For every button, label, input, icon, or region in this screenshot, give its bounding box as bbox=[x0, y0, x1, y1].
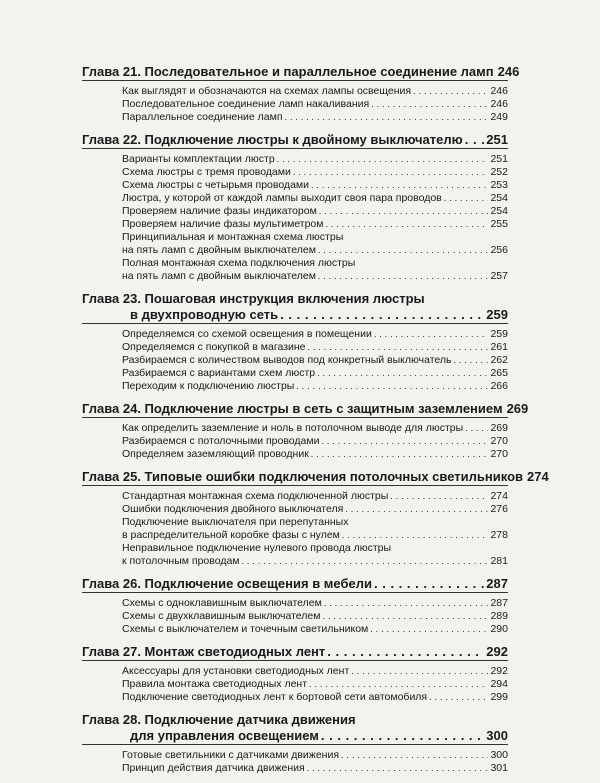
chapter-page-number: 251 bbox=[486, 132, 508, 147]
chapter-heading bbox=[82, 644, 508, 661]
item-page-number: 270 bbox=[490, 435, 508, 447]
item-title: Как определить заземление и ноль в потолочном выводе для люстры bbox=[122, 422, 464, 434]
dot-leader bbox=[370, 623, 488, 636]
item-title: Как выглядят и обозначаются на схемах лампы освещения bbox=[122, 85, 412, 97]
section-list bbox=[82, 153, 508, 283]
chapter-page-number: 300 bbox=[486, 728, 508, 743]
item-row bbox=[122, 490, 508, 503]
item-page-number: 261 bbox=[490, 341, 508, 353]
item-page-number: 246 bbox=[490, 85, 508, 97]
chapter-title-line bbox=[82, 712, 508, 728]
list-item bbox=[122, 691, 508, 704]
list-item bbox=[122, 205, 508, 218]
item-page-number: 274 bbox=[490, 490, 508, 502]
item-page-number: 246 bbox=[490, 98, 508, 110]
item-row bbox=[122, 98, 508, 111]
chapter-page-number: 287 bbox=[486, 576, 508, 591]
section-list bbox=[82, 749, 508, 775]
item-title-line: Полная монтажная схема подключения люстры bbox=[122, 257, 356, 269]
chapter-title: Глава 22. Подключение люстры к двойному выключателю bbox=[82, 132, 463, 147]
chapter-heading bbox=[82, 291, 508, 324]
chapter-page-number: 274 bbox=[527, 469, 549, 484]
chapter-heading bbox=[82, 576, 508, 593]
dot-leader bbox=[444, 192, 489, 205]
item-page-number: 254 bbox=[490, 192, 508, 204]
item-row bbox=[122, 192, 508, 205]
list-item bbox=[122, 231, 508, 257]
item-row bbox=[122, 85, 508, 98]
list-item bbox=[122, 98, 508, 111]
list-item bbox=[122, 380, 508, 393]
chapter-heading bbox=[82, 64, 520, 81]
item-title: на пять ламп с двойным выключателем bbox=[122, 270, 316, 282]
list-item bbox=[122, 542, 508, 568]
dot-leader bbox=[319, 205, 489, 218]
chapter-title-continued: в двухпроводную сеть bbox=[130, 307, 279, 322]
dot-leader bbox=[277, 153, 489, 166]
list-item bbox=[122, 448, 508, 461]
chapter-page-number: 292 bbox=[486, 644, 508, 659]
chapter-heading bbox=[82, 469, 549, 486]
chapter-page-number: 259 bbox=[486, 307, 508, 322]
item-row bbox=[122, 555, 508, 568]
dot-leader bbox=[311, 448, 489, 461]
section-list bbox=[82, 85, 508, 124]
item-row bbox=[122, 448, 508, 461]
list-item bbox=[122, 111, 508, 124]
chapter-section bbox=[82, 469, 549, 568]
dot-leader bbox=[429, 691, 488, 704]
item-title: Стандартная монтажная схема подключенной люстры bbox=[122, 490, 389, 502]
item-title-line: Принципиальная и монтажная схема люстры bbox=[122, 231, 344, 243]
item-page-number: 262 bbox=[490, 354, 508, 366]
item-row bbox=[122, 179, 508, 192]
list-item bbox=[122, 610, 508, 623]
item-page-number: 269 bbox=[490, 422, 508, 434]
dot-leader bbox=[318, 244, 489, 257]
item-title: Определяем заземляющий проводник bbox=[122, 448, 309, 460]
item-title: Определяемся со схемой освещения в помещении bbox=[122, 328, 372, 340]
item-title: Ошибки подключения двойного выключателя bbox=[122, 503, 344, 515]
item-page-number: 292 bbox=[490, 665, 508, 677]
dot-leader bbox=[454, 354, 489, 367]
chapter-title-line bbox=[82, 644, 508, 660]
dot-leader bbox=[327, 644, 484, 660]
section-list bbox=[82, 490, 508, 568]
item-title: Схемы с выключателем и точечным светильником bbox=[122, 623, 369, 635]
item-page-number: 270 bbox=[490, 448, 508, 460]
chapter-title: Глава 26. Подключение освещения в мебели bbox=[82, 576, 372, 591]
item-page-number: 301 bbox=[490, 762, 508, 774]
chapter-title-continued: для управления освещением bbox=[130, 728, 319, 743]
item-title: Схемы с одноклавишным выключателем bbox=[122, 597, 322, 609]
chapter-title: Глава 25. Типовые ошибки подключения потолочных светильников bbox=[82, 469, 524, 484]
list-item bbox=[122, 341, 508, 354]
chapter-section bbox=[82, 132, 508, 283]
item-page-number: 300 bbox=[490, 749, 508, 761]
chapter-title-line bbox=[82, 401, 529, 417]
list-item bbox=[122, 503, 508, 516]
item-row bbox=[122, 380, 508, 393]
chapter-heading bbox=[82, 712, 508, 745]
item-title: на пять ламп с двойным выключателем bbox=[122, 244, 316, 256]
item-page-number: 266 bbox=[490, 380, 508, 392]
dot-leader bbox=[280, 307, 484, 323]
item-row bbox=[122, 205, 508, 218]
list-item bbox=[122, 762, 508, 775]
item-page-number: 278 bbox=[490, 529, 508, 541]
item-row bbox=[122, 665, 508, 678]
list-item bbox=[122, 678, 508, 691]
dot-leader bbox=[465, 132, 485, 148]
dot-leader bbox=[341, 749, 488, 762]
list-item bbox=[122, 179, 508, 192]
chapter-section bbox=[82, 64, 520, 124]
dot-leader bbox=[285, 111, 489, 124]
chapter-heading bbox=[82, 132, 508, 149]
dot-leader bbox=[309, 678, 488, 691]
chapter-title: Глава 24. Подключение люстры в сеть с защитным заземлением bbox=[82, 401, 503, 416]
item-page-number: 253 bbox=[490, 179, 508, 191]
chapter-section bbox=[82, 644, 508, 704]
list-item bbox=[122, 328, 508, 341]
dot-leader bbox=[390, 490, 488, 503]
item-title: Последовательное соединение ламп накаливания bbox=[122, 98, 370, 110]
list-item bbox=[122, 490, 508, 503]
dot-leader bbox=[326, 218, 489, 231]
section-list bbox=[82, 422, 508, 461]
item-title: Люстра, у которой от каждой лампы выходит своя пара проводов bbox=[122, 192, 442, 204]
dot-leader bbox=[351, 665, 488, 678]
item-page-number: 259 bbox=[490, 328, 508, 340]
item-title: Схема люстры с четырьмя проводами bbox=[122, 179, 309, 191]
item-page-number: 281 bbox=[490, 555, 508, 567]
chapter-section bbox=[82, 291, 508, 393]
item-row bbox=[122, 354, 508, 367]
item-row bbox=[122, 111, 508, 124]
item-row bbox=[122, 762, 508, 775]
item-row bbox=[122, 244, 508, 257]
list-item bbox=[122, 257, 508, 283]
item-title: в распределительной коробке фазы с нулем bbox=[122, 529, 340, 541]
item-row bbox=[122, 678, 508, 691]
item-row bbox=[122, 218, 508, 231]
dot-leader bbox=[342, 529, 489, 542]
list-item bbox=[122, 354, 508, 367]
dot-leader bbox=[345, 503, 488, 516]
chapter-title-line bbox=[82, 291, 508, 307]
item-page-number: 290 bbox=[490, 623, 508, 635]
dot-leader bbox=[324, 597, 489, 610]
item-page-number: 249 bbox=[490, 111, 508, 123]
item-row bbox=[122, 341, 508, 354]
section-list bbox=[82, 665, 508, 704]
section-list bbox=[82, 597, 508, 636]
section-list bbox=[82, 328, 508, 393]
item-title: Схема люстры с тремя проводами bbox=[122, 166, 291, 178]
item-row bbox=[122, 166, 508, 179]
dot-leader bbox=[318, 270, 489, 283]
chapter-title-line bbox=[82, 728, 508, 744]
item-title: Переходим к подключению люстры bbox=[122, 380, 295, 392]
chapter-page-number: 269 bbox=[506, 401, 529, 416]
dot-leader bbox=[293, 166, 489, 179]
item-row bbox=[122, 153, 508, 166]
list-item bbox=[122, 749, 508, 762]
list-item bbox=[122, 597, 508, 610]
item-row bbox=[122, 503, 508, 516]
item-title: Принцип действия датчика движения bbox=[122, 762, 305, 774]
item-page-number: 294 bbox=[490, 678, 508, 690]
list-item bbox=[122, 218, 508, 231]
list-item bbox=[122, 192, 508, 205]
item-page-number: 299 bbox=[490, 691, 508, 703]
chapter-title-line bbox=[82, 307, 508, 323]
chapter-section bbox=[82, 576, 508, 636]
item-row bbox=[122, 529, 508, 542]
item-title: Параллельное соединение ламп bbox=[122, 111, 283, 123]
list-item bbox=[122, 367, 508, 380]
item-title-line: Подключение выключателя при перепутанных bbox=[122, 516, 349, 528]
item-title: Правила монтажа светодиодных лент bbox=[122, 678, 308, 690]
chapter-page-number: 246 bbox=[497, 64, 520, 79]
item-page-number: 252 bbox=[490, 166, 508, 178]
item-title: Проверяем наличие фазы индикатором bbox=[122, 205, 317, 217]
item-row bbox=[122, 623, 508, 636]
item-page-number: 287 bbox=[490, 597, 508, 609]
item-title: к потолочным проводам bbox=[122, 555, 240, 567]
item-page-number: 276 bbox=[490, 503, 508, 515]
chapter-section bbox=[82, 712, 508, 775]
item-title: Аксессуары для установки светодиодных лент bbox=[122, 665, 350, 677]
list-item bbox=[122, 85, 508, 98]
chapter-title: Глава 28. Подключение датчика движения bbox=[82, 712, 356, 727]
item-row bbox=[122, 328, 508, 341]
item-title: Разбираемся с потолочными проводами bbox=[122, 435, 320, 447]
item-row bbox=[122, 597, 508, 610]
item-row bbox=[122, 749, 508, 762]
dot-leader bbox=[413, 85, 488, 98]
chapter-heading bbox=[82, 401, 529, 418]
item-row bbox=[122, 435, 508, 448]
dot-leader bbox=[311, 179, 488, 192]
list-item bbox=[122, 665, 508, 678]
chapter-title: Глава 27. Монтаж светодиодных лент bbox=[82, 644, 326, 659]
chapter-title-line bbox=[82, 576, 508, 592]
item-row bbox=[122, 422, 508, 435]
dot-leader bbox=[374, 576, 484, 592]
table-of-contents bbox=[82, 64, 549, 783]
chapter-title: Глава 23. Пошаговая инструкция включения люстры bbox=[82, 291, 425, 306]
list-item bbox=[122, 422, 508, 435]
dot-leader bbox=[371, 98, 488, 111]
chapter-title-line bbox=[82, 132, 508, 148]
item-page-number: 254 bbox=[490, 205, 508, 217]
dot-leader bbox=[321, 435, 488, 448]
item-title: Схемы с двухклавишным выключателем bbox=[122, 610, 321, 622]
item-title: Варианты комплектации люстр bbox=[122, 153, 275, 165]
item-title-line: Неправильное подключение нулевого провода люстры bbox=[122, 542, 392, 554]
item-row bbox=[122, 270, 508, 283]
list-item bbox=[122, 516, 508, 542]
item-page-number: 256 bbox=[490, 244, 508, 256]
dot-leader bbox=[321, 728, 484, 744]
dot-leader bbox=[374, 328, 489, 341]
item-title: Проверяем наличие фазы мультиметром bbox=[122, 218, 324, 230]
dot-leader bbox=[465, 422, 488, 435]
list-item bbox=[122, 623, 508, 636]
item-row bbox=[122, 367, 508, 380]
item-title: Определяемся с покупкой в магазине bbox=[122, 341, 306, 353]
item-page-number: 265 bbox=[490, 367, 508, 379]
dot-leader bbox=[296, 380, 488, 393]
chapter-section bbox=[82, 401, 529, 461]
item-title: Подключение светодиодных лент к бортовой сети автомобиля bbox=[122, 691, 428, 703]
item-page-number: 251 bbox=[490, 153, 508, 165]
list-item bbox=[122, 153, 508, 166]
list-item bbox=[122, 166, 508, 179]
dot-leader bbox=[308, 341, 489, 354]
chapter-title-line bbox=[82, 469, 549, 485]
list-item bbox=[122, 435, 508, 448]
item-page-number: 255 bbox=[490, 218, 508, 230]
item-row bbox=[122, 610, 508, 623]
dot-leader bbox=[317, 367, 488, 380]
chapter-title-line bbox=[82, 64, 520, 80]
item-row bbox=[122, 691, 508, 704]
dot-leader bbox=[307, 762, 489, 775]
item-title: Разбираемся с вариантами схем люстр bbox=[122, 367, 316, 379]
dot-leader bbox=[322, 610, 488, 623]
item-page-number: 257 bbox=[490, 270, 508, 282]
item-title: Готовые светильники с датчиками движения bbox=[122, 749, 340, 761]
item-title: Разбираемся с количеством выводов под конкретный выключатель bbox=[122, 354, 452, 366]
dot-leader bbox=[242, 555, 489, 568]
chapter-title: Глава 21. Последовательное и параллельное соединение ламп bbox=[82, 64, 494, 79]
item-page-number: 289 bbox=[490, 610, 508, 622]
